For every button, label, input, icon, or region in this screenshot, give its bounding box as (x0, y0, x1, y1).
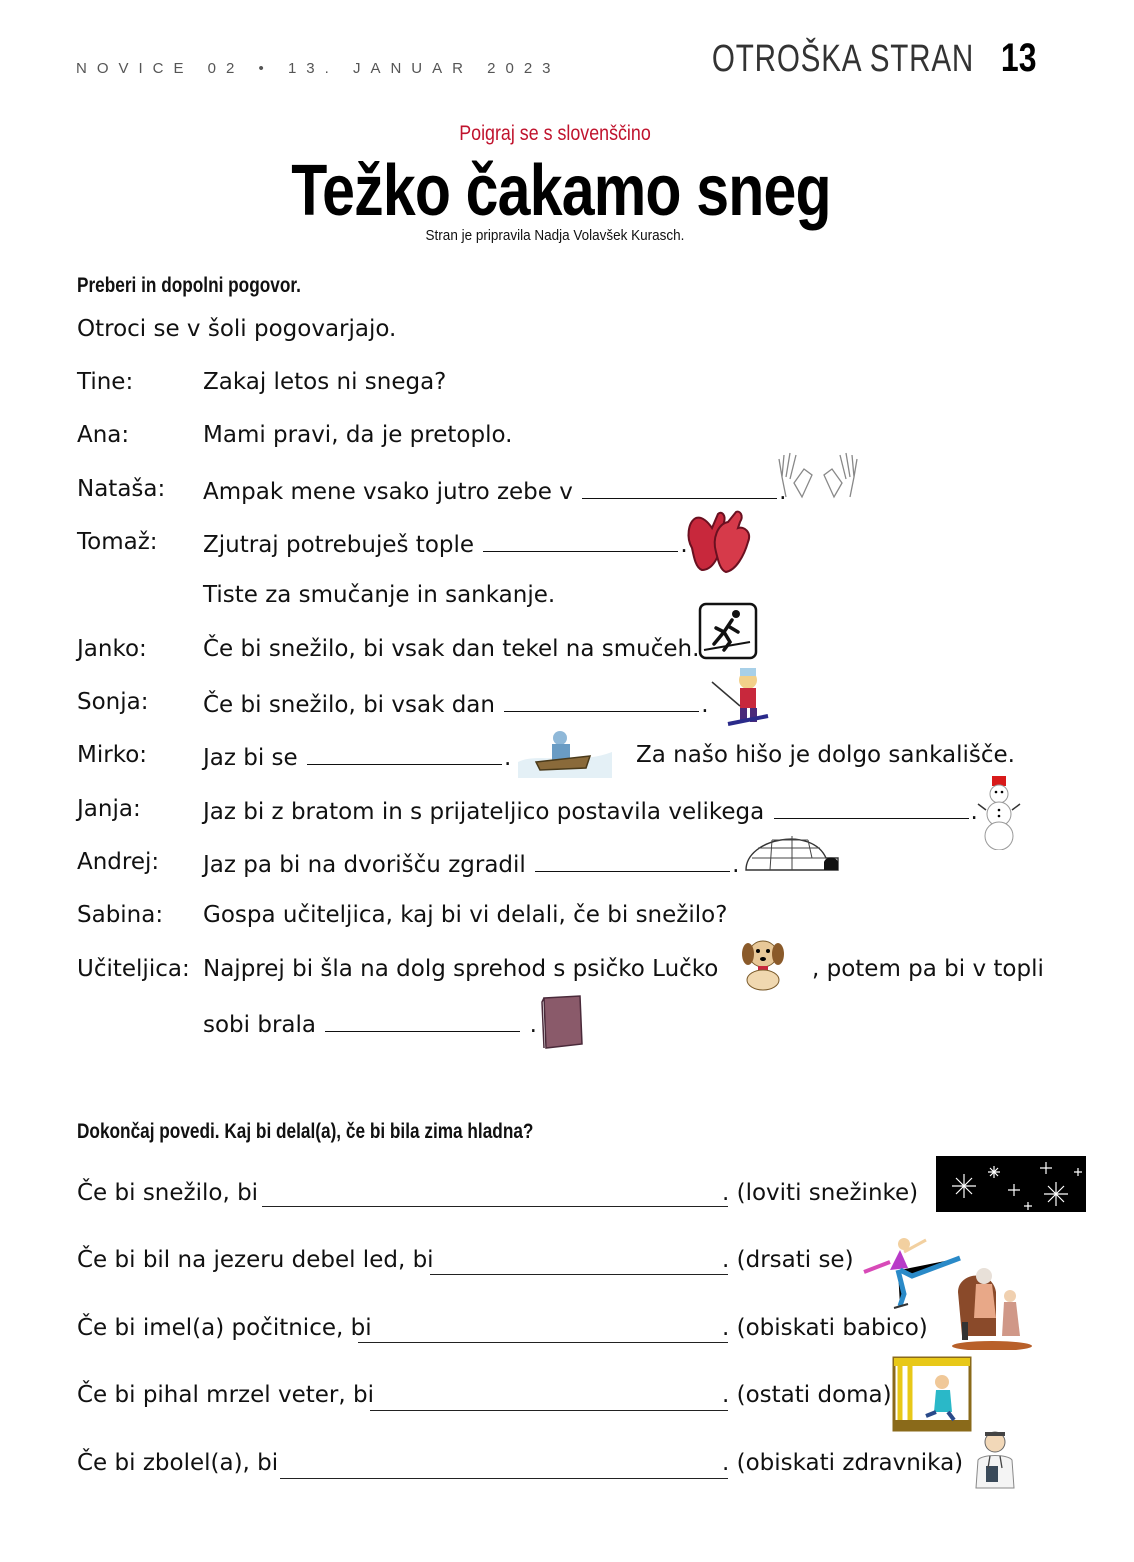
speaker: Tine: (77, 369, 134, 395)
utterance-tail: , potem pa bi v topli (812, 956, 1044, 982)
utterance: Najprej bi šla na dolg sprehod s psičko Lučko (203, 956, 719, 982)
speaker: Sonja: (77, 689, 149, 715)
gloves-icon (682, 508, 754, 576)
speaker: Janko: (77, 636, 147, 662)
sentence-start: Če bi pihal mrzel veter, bi (77, 1382, 374, 1408)
speaker: Mirko: (77, 742, 148, 768)
blank[interactable] (582, 476, 777, 499)
snowflakes-icon (936, 1156, 1086, 1212)
blank[interactable] (504, 689, 699, 712)
utterance: Jaz bi z bratom in s prijateljico postavila velikega . (203, 796, 978, 825)
window-child-icon (892, 1356, 972, 1432)
speaker: Tomaž: (77, 529, 158, 555)
utterance: Če bi snežilo, bi vsak dan . (203, 689, 709, 718)
utterance: Jaz pa bi na dvorišču zgradil . (203, 849, 739, 878)
speaker: Učiteljica: (77, 956, 190, 982)
speaker: Ana: (77, 422, 130, 448)
hint: . (drsati se) (722, 1247, 854, 1273)
utterance-tail: Za našo hišo je dolgo sankališče. (636, 742, 1015, 768)
speaker: Andrej: (77, 849, 160, 875)
instruction-2: Dokončaj povedi. Kaj bi delal(a), če bi bila zima hladna? (77, 1120, 534, 1143)
book-icon (540, 994, 586, 1050)
page-number: 13 (1000, 36, 1036, 80)
sentence-start: Če bi bil na jezeru debel led, bi (77, 1247, 434, 1273)
blank[interactable] (483, 529, 678, 552)
utterance: sobi brala . (203, 1009, 537, 1038)
answer-line[interactable] (262, 1206, 728, 1207)
sentence-start: Če bi snežilo, bi (77, 1180, 259, 1206)
hands-icon (776, 447, 860, 503)
issue-info: NOVICE 02 • 13. JANUAR 2023 (76, 60, 561, 77)
speaker: Nataša: (77, 476, 166, 502)
section-name: OTROŠKA STRAN (711, 38, 974, 80)
grandmother-icon (952, 1262, 1036, 1350)
skier-icon (708, 662, 774, 734)
sentence-start: Če bi imel(a) počitnice, bi (77, 1315, 372, 1341)
utterance: Ampak mene vsako jutro zebe v . (203, 476, 786, 505)
utterance: Če bi snežilo, bi vsak dan tekel na smučeh. (203, 636, 700, 662)
utterance: Mami pravi, da je pretoplo. (203, 422, 513, 448)
utterance: Gospa učiteljica, kaj bi vi delali, če bi snežilo? (203, 902, 728, 928)
answer-line[interactable] (370, 1410, 728, 1411)
doctor-icon (968, 1428, 1022, 1490)
cross-country-ski-icon (698, 602, 758, 660)
utterance: Zjutraj potrebuješ tople . (203, 529, 688, 558)
hint: . (obiskati babico) (722, 1315, 928, 1341)
snowman-icon (976, 774, 1022, 850)
blank[interactable] (325, 1009, 520, 1032)
utterance: Zakaj letos ni snega? (203, 369, 447, 395)
answer-line[interactable] (358, 1342, 728, 1343)
blank[interactable] (307, 742, 502, 765)
speaker: Janja: (77, 796, 141, 822)
utterance: Jaz bi se . (203, 742, 511, 771)
hint: . (obiskati zdravnika) (722, 1450, 964, 1476)
sled-icon (516, 722, 614, 780)
blank[interactable] (535, 849, 730, 872)
ice-skater-icon (860, 1230, 964, 1310)
igloo-icon (742, 828, 840, 872)
instruction-1: Preberi in dopolni pogovor. (77, 274, 301, 297)
byline: Stran je pripravila Nadja Volavšek Kurasch. (425, 227, 685, 244)
blank[interactable] (774, 796, 969, 819)
utterance: Tiste za smučanje in sankanje. (203, 582, 556, 608)
dog-icon (736, 934, 790, 992)
hint: . (ostati doma) (722, 1382, 892, 1408)
page-title: Težko čakamo sneg (291, 151, 831, 231)
intro-line: Otroci se v šoli pogovarjajo. (77, 316, 397, 342)
sentence-start: Če bi zbolel(a), bi (77, 1450, 279, 1476)
answer-line[interactable] (280, 1478, 728, 1479)
speaker: Sabina: (77, 902, 164, 928)
kicker: Poigraj se s slovenščino (459, 122, 651, 145)
answer-line[interactable] (430, 1274, 728, 1275)
hint: . (loviti snežinke) (722, 1180, 919, 1206)
